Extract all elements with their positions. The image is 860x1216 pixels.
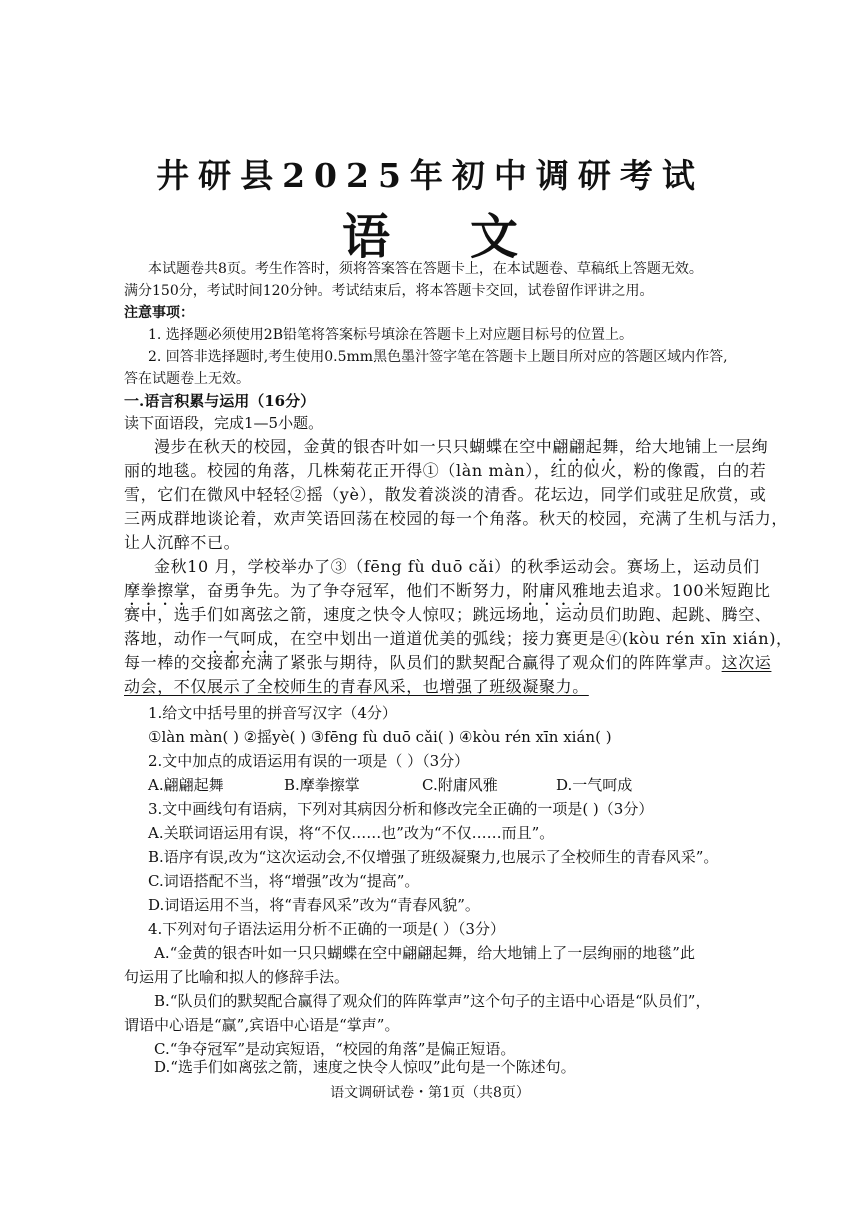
question-3-option-d: D.词语运用不当，将“青春风采”改为“青春风貌”。 bbox=[148, 896, 480, 914]
question-3-option-a: A.关联词语运用有误，将“不仅……也”改为“不仅……而且”。 bbox=[148, 824, 555, 842]
dotted-idiom: 摩拳擦掌 bbox=[124, 581, 191, 600]
question-2: 2.文中加点的成语运用有误的一项是（ ）（3分） bbox=[148, 752, 470, 770]
question-1-blanks: ①làn màn( ) ②摇yè( ) ③fēng fù duō cǎi( ) ④kòu rén xīn xián( ) bbox=[148, 728, 612, 746]
section-prompt: 读下面语段，完成1—5小题。 bbox=[124, 414, 324, 432]
passage-line: 让人沉醉不已。 bbox=[124, 533, 241, 552]
exam-title: 井研县2025年初中调研考试 bbox=[156, 156, 704, 195]
underlined-sentence: 动会，不仅展示了全校师生的青春风采，也增强了班级凝聚力。 bbox=[124, 677, 589, 696]
passage-line: 丽的地毯。校园的角落，几株菊花正开得①（làn màn），红的似火，粉的像霞，白的若 bbox=[124, 461, 767, 480]
question-4: 4.下列对句子语法运用分析不正确的一项是( ）（3分） bbox=[148, 920, 505, 938]
dotted-idiom: 翩翩起舞 bbox=[552, 437, 619, 456]
option-c: C.附庸风雅 bbox=[422, 776, 498, 794]
question-4-option-a-line-1: A.“金黄的银杏叶如一只只蝴蝶在空中翩翩起舞，给大地铺上了一层绚丽的地毯”此 bbox=[154, 944, 695, 962]
option-d: D.一气呵成 bbox=[556, 776, 633, 794]
question-4-option-b-line-1: B.“队员们的默契配合赢得了观众们的阵阵掌声”这个句子的主语中心语是“队员们”， bbox=[154, 992, 711, 1010]
subject-char-1: 语 bbox=[341, 209, 390, 265]
passage-text: 地去追求。100米短跑比 bbox=[588, 581, 771, 600]
passage-line: 金秋10 月，学校举办了③（fēng fù duō cǎi）的秋季运动会。赛场上，运动员们 bbox=[154, 557, 760, 576]
question-3-option-c: C.词语搭配不当，将“增强”改为“提高”。 bbox=[148, 872, 420, 890]
dotted-idiom: 附庸风雅 bbox=[522, 581, 589, 600]
passage-text: ，给大地铺上一层绚 bbox=[618, 437, 769, 456]
question-4-option-a-line-2: 句运用了比喻和拟人的修辞手法。 bbox=[124, 968, 350, 986]
passage-text: 漫步在秋天的校园，金黄的银杏叶如一只只蝴蝶在空中 bbox=[154, 437, 553, 456]
intro-line-1: 本试题卷共8页。考生作答时，须将答案答在答题卡上，在本试题卷、草稿纸上答题无效。 bbox=[148, 261, 703, 277]
passage-line: 雪，它们在微风中轻轻②摇（yè），散发着淡淡的清香。花坛边，同学们或驻足欣赏，或 bbox=[124, 485, 767, 504]
section-heading: 一.语言积累与运用（16分） bbox=[124, 392, 316, 410]
note-2-line-1: 2. 回答非选择题时,考生使用0.5mm黑色墨汁签字笔在答题卡上题目所对应的答题区域内作答, bbox=[148, 349, 728, 365]
intro-line-2: 满分150分，考试时间120分钟。考试结束后，将本答题卡交回，试卷留作评讲之用。 bbox=[124, 283, 654, 299]
passage-text: ，奋勇争先。为了争夺冠军，他们不断努力， bbox=[190, 581, 523, 600]
passage-text: ，在空中划出一道道优美的弧线；接力赛更是④(kòu rén xīn xián)， bbox=[273, 629, 793, 648]
question-1: 1.给文中括号里的拼音写汉字（4分） bbox=[148, 704, 397, 722]
question-2-options bbox=[148, 774, 632, 796]
option-b: B.摩拳擦掌 bbox=[284, 776, 360, 794]
option-a: A.翩翩起舞 bbox=[148, 776, 224, 794]
page-footer: 语文调研试卷・第1页（共8页） bbox=[330, 1085, 530, 1101]
question-4-option-d: D.“选手们如离弦之箭，速度之快令人惊叹”此句是一个陈述句。 bbox=[154, 1058, 576, 1076]
passage-line: 赛中，选手们如离弦之箭，速度之快令人惊叹；跳远场地，运动员们助跑、起跳、腾空、 bbox=[124, 605, 772, 624]
passage-text: 每一棒的交接都充满了紧张与期待，队员们的默契配合赢得了观众们的阵阵掌声。 bbox=[124, 653, 722, 672]
notes-title: 注意事项： bbox=[124, 305, 194, 321]
question-4-option-c: C.“争夺冠军”是动宾短语，“校园的角落”是偏正短语。 bbox=[154, 1040, 516, 1058]
passage-line: 三两成群地谈论着，欢声笑语回荡在校园的每一个角落。秋天的校园，充满了生机与活力， bbox=[124, 509, 789, 528]
question-3: 3.文中画线句有语病，下列对其病因分析和修改完全正确的一项是( )（3分） bbox=[148, 800, 654, 818]
underlined-sentence: 这次运 bbox=[721, 653, 772, 672]
note-1: 1. 选择题必须使用2B铅笔将答案标号填涂在答题卡上对应题目标号的位置上。 bbox=[148, 327, 634, 343]
question-4-option-b-line-2: 谓语中心语是“赢”,宾语中心语是“掌声”。 bbox=[124, 1016, 400, 1034]
subject-char-2: 文 bbox=[470, 209, 519, 265]
passage-text: 落地，动作 bbox=[124, 629, 208, 648]
question-3-option-b: B.语序有误,改为“这次运动会,不仅增强了班级凝聚力,也展示了全校师生的青春风采”。 bbox=[148, 848, 719, 866]
passage-line bbox=[124, 652, 771, 674]
dotted-idiom: 一气呵成 bbox=[207, 629, 274, 648]
note-2-line-2: 答在试题卷上无效。 bbox=[124, 371, 250, 387]
subject-title bbox=[0, 198, 860, 267]
